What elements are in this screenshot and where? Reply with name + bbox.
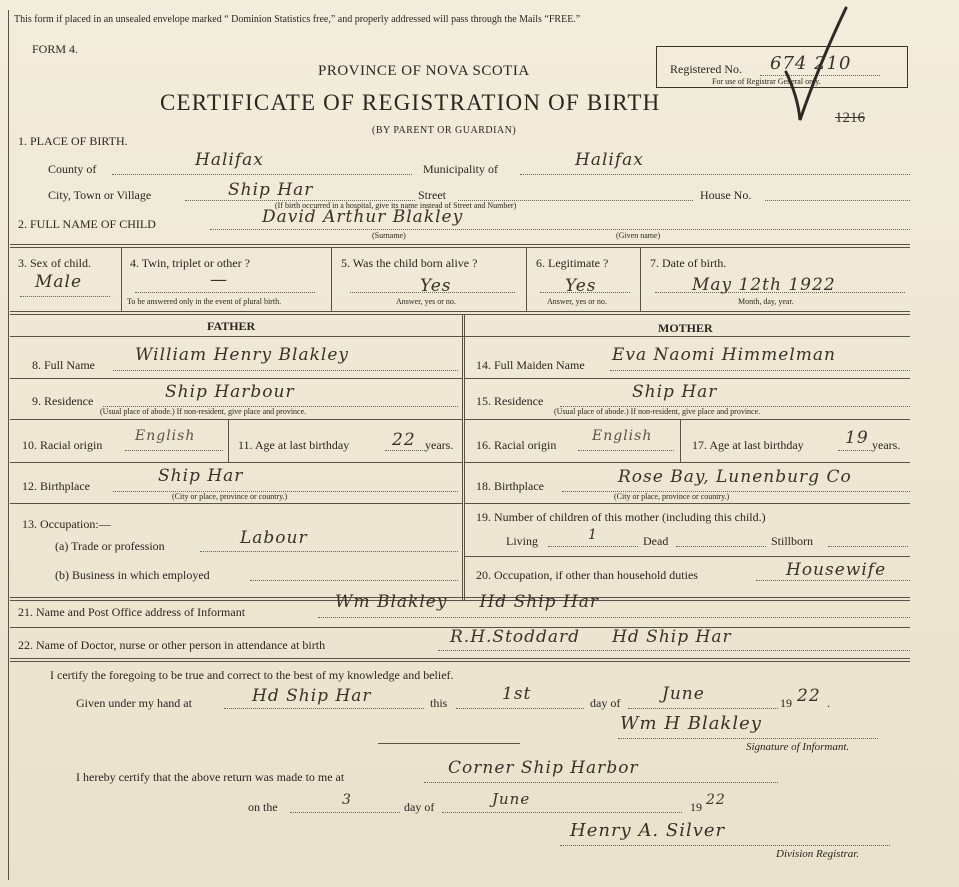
col-divider-4 — [640, 247, 641, 311]
date-of-birth-value: May 12th 1922 — [692, 275, 836, 295]
dead-label: Dead — [643, 534, 669, 548]
rule-22-bottom-2 — [10, 661, 910, 662]
father-residence-value: Ship Harbour — [165, 382, 295, 402]
reg-month-line — [442, 812, 682, 813]
col-divider-2 — [331, 247, 332, 311]
reg-day-line — [290, 812, 400, 813]
father-rule-3 — [10, 462, 462, 463]
born-alive-value: Yes — [420, 276, 452, 296]
mother-rule-5 — [464, 556, 910, 557]
mother-birthplace-value: Rose Bay, Lunenburg Co — [618, 467, 852, 487]
signature-caption: Signature of Informant. — [746, 741, 850, 753]
registrar-general-note: For use of Registrar General only. — [712, 77, 821, 86]
mother-years: years. — [872, 438, 901, 452]
registered-label: Registered No. — [670, 62, 742, 76]
mother-race-divider — [680, 419, 681, 462]
father-name-label: 8. Full Name — [32, 358, 95, 372]
mother-name-value: Eva Naomi Himmelman — [612, 345, 836, 365]
mother-race-line — [578, 450, 674, 451]
certificate-title: CERTIFICATE OF REGISTRATION OF BIRTH — [160, 90, 661, 115]
given-name-caption: (Given name) — [616, 231, 661, 240]
rule-22-bottom — [10, 658, 910, 659]
mother-race-label: 16. Racial origin — [476, 438, 557, 452]
father-rule-4 — [10, 503, 462, 504]
reg-year-value: 22 — [706, 792, 726, 808]
mother-residence-note: (Usual place of abode.) If non-resident, give place and province. — [554, 407, 761, 416]
month-line — [628, 708, 778, 709]
father-residence-label: 9. Residence — [32, 394, 94, 408]
father-race-value: English — [135, 428, 196, 444]
doctor-value: R.H.Stoddard Hd Ship Har — [450, 627, 732, 647]
municipality-label: Municipality of — [423, 162, 498, 176]
mother-birthplace-label: 18. Birthplace — [476, 479, 544, 493]
legitimate-value: Yes — [565, 276, 597, 296]
mother-name-label: 14. Full Maiden Name — [476, 358, 585, 372]
registered-number: 674 210 — [770, 53, 852, 74]
date-of-birth-label: 7. Date of birth. — [650, 256, 727, 270]
mother-heading: MOTHER — [658, 321, 713, 335]
day-line — [456, 708, 584, 709]
informant-value: Wm Blakley Hd Ship Har — [335, 592, 599, 612]
mother-race-value: English — [592, 428, 653, 444]
father-age-label: 11. Age at last birthday — [238, 438, 350, 452]
informant-signature: Wm H Blakley — [620, 713, 762, 734]
mother-residence-value: Ship Har — [632, 382, 718, 402]
child-name-line — [210, 229, 910, 230]
registrar-signature-line — [560, 845, 890, 846]
doctor-label: 22. Name of Doctor, nurse or other person in attendance at birth — [18, 638, 326, 652]
house-line — [765, 200, 910, 201]
born-alive-label: 5. Was the child born alive ? — [341, 256, 478, 270]
mother-age-line — [838, 450, 872, 451]
mother-birthplace-note: (City or place, province or country.) — [614, 492, 730, 501]
struck-number: 1216 — [835, 110, 865, 126]
day-of-label: day of — [590, 696, 621, 710]
date-of-birth-note: Month, day, year. — [738, 297, 794, 306]
legitimate-note: Answer, yes or no. — [547, 297, 607, 306]
sex-value: Male — [35, 272, 83, 292]
certificate-subtitle: (BY PARENT OR GUARDIAN) — [372, 125, 517, 136]
city-label: City, Town or Village — [48, 188, 152, 202]
stillborn-line — [828, 546, 908, 547]
given-place-value: Hd Ship Har — [252, 686, 372, 706]
county-value: Halifax — [195, 150, 264, 170]
sex-label: 3. Sex of child. — [18, 256, 91, 270]
rule-top-row — [10, 244, 910, 245]
father-name-value: William Henry Blakley — [135, 345, 350, 365]
year-prefix: 19 — [780, 696, 792, 710]
county-label: County of — [48, 162, 97, 176]
mother-name-line — [610, 370, 910, 371]
twin-note: To be answered only in the event of plural birth. — [127, 297, 282, 306]
left-margin-line — [8, 10, 9, 880]
twin-line — [135, 292, 315, 293]
municipality-value: Halifax — [575, 150, 644, 170]
check-mark-icon — [780, 2, 850, 127]
registrar-place-line — [424, 782, 778, 783]
city-value: Ship Har — [228, 180, 314, 200]
father-occupation-label: 13. Occupation:— — [22, 517, 111, 531]
certify-text: I certify the foregoing to be true and correct to the best of my knowledge and belief. — [50, 668, 454, 682]
legitimate-line — [540, 292, 630, 293]
informant-line — [318, 617, 910, 618]
on-label: on the — [248, 800, 278, 814]
twin-value: — — [210, 270, 228, 290]
col-divider-3 — [526, 247, 527, 311]
father-rule-2 — [10, 419, 462, 420]
father-trade-value: Labour — [240, 528, 308, 548]
father-race-line — [125, 450, 223, 451]
mother-residence-label: 15. Residence — [476, 394, 544, 408]
registrar-place-value: Corner Ship Harbor — [448, 758, 639, 778]
parents-divider — [462, 314, 463, 600]
registrar-caption: Division Registrar. — [776, 848, 860, 860]
this-label: this — [430, 696, 448, 710]
rule-bottom-row-2 — [10, 314, 910, 315]
father-birthplace-label: 12. Birthplace — [22, 479, 90, 493]
mother-occupation-line — [756, 580, 910, 581]
day-value: 1st — [502, 684, 532, 704]
living-label: Living — [506, 534, 538, 548]
stillborn-label: Stillborn — [771, 534, 814, 548]
father-race-label: 10. Racial origin — [22, 438, 103, 452]
province-heading: PROVINCE OF NOVA SCOTIA — [318, 63, 530, 79]
reg-day-value: 3 — [342, 792, 352, 808]
col-divider-1 — [121, 247, 122, 311]
mother-occupation-value: Housewife — [786, 560, 887, 580]
mother-children-label: 19. Number of children of this mother (including this child.) — [476, 510, 766, 524]
year-period: . — [827, 696, 830, 710]
reg-year-prefix: 19 — [690, 800, 702, 814]
legitimate-label: 6. Legitimate ? — [536, 256, 609, 270]
place-of-birth-heading: 1. PLACE OF BIRTH. — [18, 134, 128, 148]
form-number: FORM 4. — [32, 42, 79, 56]
father-name-line — [113, 370, 458, 371]
county-line — [112, 174, 412, 175]
municipality-line — [520, 174, 910, 175]
father-trade-label: (a) Trade or profession — [55, 539, 165, 553]
mail-notice: This form if placed in an unsealed envelope marked “ Dominion Statistics free,” and properly addressed will pass through the Mails “FREE.” — [14, 14, 581, 25]
father-business-line — [250, 580, 458, 581]
father-age-line — [385, 450, 425, 451]
father-heading: FATHER — [207, 319, 256, 333]
short-divider — [378, 743, 520, 744]
mother-rule-3 — [464, 462, 910, 463]
father-birthplace-note: (City or place, province or country.) — [172, 492, 288, 501]
registrar-signature: Henry A. Silver — [570, 820, 726, 841]
child-name-label: 2. FULL NAME OF CHILD — [18, 217, 156, 231]
rule-bottom-row — [10, 311, 910, 312]
month-value: June — [662, 684, 705, 704]
surname-caption: (Surname) — [372, 231, 406, 240]
signature-line — [618, 738, 878, 739]
mother-occupation-label: 20. Occupation, if other than household duties — [476, 568, 698, 582]
year-value: 22 — [797, 686, 821, 706]
twin-label: 4. Twin, triplet or other ? — [130, 256, 250, 270]
informant-label: 21. Name and Post Office address of Informant — [18, 605, 246, 619]
registrar-text: I hereby certify that the above return was made to me at — [76, 770, 345, 784]
father-years: years. — [425, 438, 454, 452]
child-name-value: David Arthur Blakley — [262, 207, 464, 227]
reg-month-value: June — [492, 790, 531, 808]
street-note: (If birth occurred in a hospital, give its name instead of Street and Number) — [275, 201, 517, 210]
date-of-birth-line — [655, 292, 905, 293]
father-birthplace-value: Ship Har — [158, 466, 244, 486]
given-label: Given under my hand at — [76, 696, 192, 710]
given-place-line — [224, 708, 424, 709]
sex-line — [20, 296, 110, 297]
father-age-value: 22 — [392, 430, 416, 450]
living-value: 1 — [588, 527, 598, 543]
parents-divider-2 — [464, 314, 465, 600]
reg-day-of-label: day of — [404, 800, 435, 814]
house-label: House No. — [700, 188, 752, 202]
father-trade-line — [200, 551, 458, 552]
father-business-label: (b) Business in which employed — [55, 568, 210, 582]
born-alive-line — [350, 292, 515, 293]
doctor-line — [438, 650, 910, 651]
parents-heading-rule — [10, 336, 910, 337]
father-rule-1 — [10, 378, 462, 379]
mother-age-label: 17. Age at last birthday — [692, 438, 804, 452]
mother-age-value: 19 — [845, 428, 869, 448]
father-race-divider — [228, 419, 229, 462]
living-line — [548, 546, 638, 547]
born-alive-note: Answer, yes or no. — [396, 297, 456, 306]
father-residence-note: (Usual place of abode.) If non-resident, give place and province. — [100, 407, 307, 416]
rule-top-row-2 — [10, 247, 910, 248]
mother-rule-1 — [464, 378, 910, 379]
dead-line — [676, 546, 766, 547]
mother-rule-4 — [464, 503, 910, 504]
mother-rule-2 — [464, 419, 910, 420]
street-label: Street — [418, 188, 446, 202]
